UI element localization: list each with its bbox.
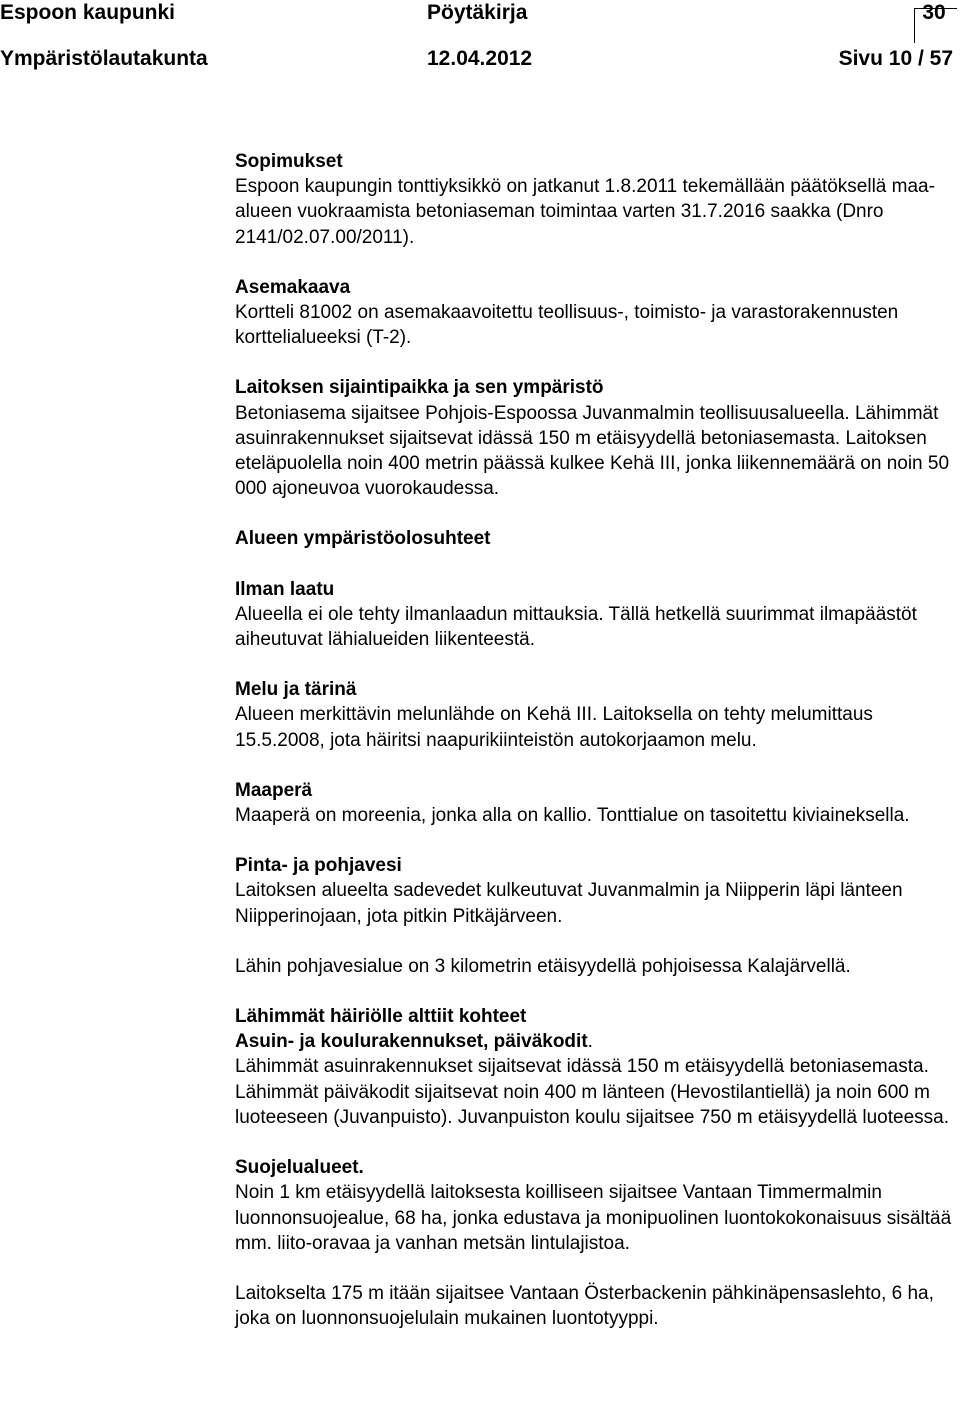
section-text: Maaperä on moreenia, jonka alla on kallio. Tonttialue on tasoitettu kiviaineksella. bbox=[235, 805, 910, 827]
organization-name: Espoon kaupunki bbox=[0, 1, 176, 24]
section-sopimukset bbox=[235, 149, 955, 250]
section-heading: Melu ja tärinä bbox=[235, 679, 357, 701]
section-text: Lähimmät asuinrakennukset sijaitsevat idässä 150 m etäisyydellä betoniasemasta. Lähimmät päiväkodit sijaitsevat noin 400 m länteen (Hevostilantiellä) ja noin 600 m luoteeseen (Juvanpuisto). Juvanpuiston koulu sijaitsee 750 m etäisyydellä luoteessa. bbox=[235, 1056, 949, 1128]
meeting-date: 12.04.2012 bbox=[427, 47, 533, 70]
subheading-period: . bbox=[587, 1031, 593, 1053]
section-heading: Asemakaava bbox=[235, 276, 351, 298]
section-text: Kortteli 81002 on asemakaavoitettu teollisuus-, toimisto- ja varastorakennusten korttelialueeksi (T-2). bbox=[235, 302, 899, 349]
section-text: Laitokselta 175 m itään sijaitsee Vantaan Österbackenin pähkinäpensaslehto, 6 ha, joka on luonnonsuojelulain mukainen luontotyyppi. bbox=[235, 1282, 934, 1330]
page-number: Sivu 10 / 57 bbox=[838, 47, 953, 70]
section-heading: Alueen ympäristöolosuhteet bbox=[235, 528, 491, 550]
section-suojelu bbox=[235, 1155, 955, 1256]
section-number: 30 bbox=[922, 1, 946, 24]
section-sijainti bbox=[235, 375, 955, 501]
board-name: Ympäristölautakunta bbox=[0, 47, 208, 70]
section-heading: Sopimukset bbox=[235, 151, 343, 172]
section-heading: Maaperä bbox=[235, 779, 313, 801]
section-heading: Laitoksen sijaintipaikka ja sen ympäristö bbox=[235, 377, 604, 399]
section-pohjavesi bbox=[235, 954, 955, 979]
section-heading: Suojelualueet. bbox=[235, 1157, 364, 1179]
section-heading: Pinta- ja pohjavesi bbox=[235, 855, 402, 877]
section-osterbacken bbox=[235, 1281, 955, 1331]
section-text: Noin 1 km etäisyydellä laitoksesta koilliseen sijaitsee Vantaan Timmermalmin luonnonsuojealue, 68 ha, jonka edustava ja monipuolinen luontokokonaisuus sisältää mm. liito-oravaa ja vanhan metsän lintulajistoa. bbox=[235, 1182, 952, 1254]
document-body bbox=[235, 149, 955, 1356]
section-kohteet bbox=[235, 1004, 955, 1130]
section-text: Lähin pohjavesialue on 3 kilometrin etäisyydellä pohjoisessa Kalajärvellä. bbox=[235, 955, 851, 977]
section-heading: Lähimmät häiriölle alttiit kohteet bbox=[235, 1006, 527, 1028]
section-vesi bbox=[235, 853, 955, 929]
subheading-text: Asuin- ja koulurakennukset, päiväkodit bbox=[235, 1031, 588, 1053]
section-olosuhteet bbox=[235, 526, 955, 551]
section-ilman-laatu bbox=[235, 577, 955, 653]
section-subheading bbox=[235, 1029, 955, 1054]
section-text: Betoniasema sijaitsee Pohjois-Espoossa Juvanmalmin teollisuusalueella. Lähimmät asuinrakennukset sijaitsevat idässä 150 m etäisyydellä betoniasemasta. Laitoksen eteläpuolella noin 400 metrin päässä kulkee Kehä III, jonka liikennemäärä on noin 50 000 ajoneuvoa vuorokaudessa. bbox=[235, 402, 950, 500]
section-text: Alueella ei ole tehty ilmanlaadun mittauksia. Tällä hetkellä suurimmat ilmapäästöt aiheutuvat lähialueiden liikenteestä. bbox=[235, 603, 917, 651]
section-text: Laitoksen alueelta sadevedet kulkeutuvat Juvanmalmin ja Niipperin läpi länteen Niipperinojaan, jota pitkin Pitkäjärveen. bbox=[235, 880, 903, 927]
section-text: Espoon kaupungin tonttiyksikkö on jatkanut 1.8.2011 tekemällään päätöksellä maa-alueen vuokraamista betoniaseman toimintaa varten 31.7.2016 saakka (Dnro 2141/02.07.00/2011). bbox=[235, 176, 935, 248]
section-heading: Ilman laatu bbox=[235, 578, 335, 600]
section-asemakaava bbox=[235, 275, 955, 351]
section-melu bbox=[235, 677, 955, 753]
document-type: Pöytäkirja bbox=[427, 1, 528, 24]
section-text: Alueen merkittävin melunlähde on Kehä III. Laitoksella on tehty melumittaus 15.5.2008, jota häiritsi naapurikiinteistön autokorjaamon melu. bbox=[235, 704, 873, 751]
section-maapera bbox=[235, 778, 955, 828]
